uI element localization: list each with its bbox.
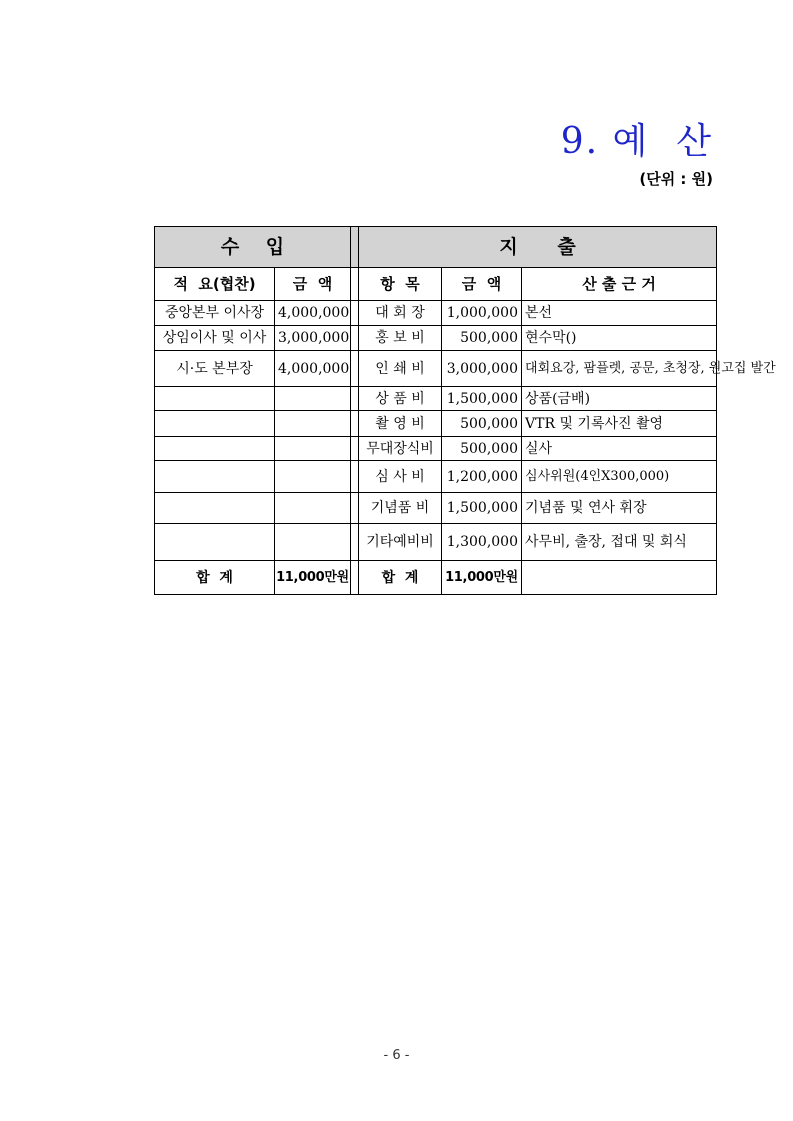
income-item: 시·도 본부장: [155, 351, 275, 387]
expense-item: 기타예비비: [359, 524, 442, 561]
income-item: [155, 461, 275, 493]
basis: 심사위원(4인X300,000): [522, 461, 717, 493]
income-total-amount: 11,000만원: [275, 561, 351, 595]
column-divider: [351, 493, 359, 524]
income-amount: [275, 461, 351, 493]
income-amount: [275, 411, 351, 437]
expense-amount: 1,300,000: [442, 524, 522, 561]
budget-table: [154, 226, 776, 595]
basis: 실사: [522, 437, 717, 461]
income-item: [155, 493, 275, 524]
expense-total-amount: 11,000만원: [442, 561, 522, 595]
income-item-header: 적 요(협찬): [155, 268, 275, 301]
basis: VTR 및 기록사진 촬영: [522, 411, 717, 437]
expense-item: 상 품 비: [359, 387, 442, 411]
income-amount: 4,000,000: [275, 301, 351, 326]
expense-amount-header: 금 액: [442, 268, 522, 301]
expense-amount: 500,000: [442, 437, 522, 461]
column-divider: [351, 227, 359, 268]
income-amount: [275, 524, 351, 561]
income-item: 중앙본부 이사장: [155, 301, 275, 326]
page-number: - 6 -: [383, 1048, 410, 1063]
column-divider: [351, 326, 359, 351]
basis: 기념품 및 연사 휘장: [522, 493, 717, 524]
column-divider: [351, 524, 359, 561]
total-basis-empty: [522, 561, 717, 595]
expense-item-header: 항 목: [359, 268, 442, 301]
income-item: 상임이사 및 이사: [155, 326, 275, 351]
expense-amount: 500,000: [442, 326, 522, 351]
basis: 현수막(): [522, 326, 717, 351]
income-item: [155, 437, 275, 461]
income-amount: 3,000,000: [275, 326, 351, 351]
column-divider: [351, 437, 359, 461]
column-divider: [351, 411, 359, 437]
column-divider: [351, 351, 359, 387]
income-item: [155, 387, 275, 411]
expense-item: 홍 보 비: [359, 326, 442, 351]
column-divider: [351, 387, 359, 411]
income-amount: [275, 387, 351, 411]
income-amount: [275, 437, 351, 461]
basis: 상품(금배): [522, 387, 717, 411]
page-title: 9. 예 산: [560, 121, 713, 162]
table-row: [155, 387, 717, 411]
table-row: [155, 437, 717, 461]
table-row: [155, 493, 717, 524]
basis: 사무비, 출장, 접대 및 회식: [522, 524, 717, 561]
expense-amount: 500,000: [442, 411, 522, 437]
income-amount: 4,000,000: [275, 351, 351, 387]
column-divider: [351, 561, 359, 595]
income-total-label: 합 계: [155, 561, 275, 595]
basis: 대회요강, 팜플렛, 공문, 초청장, 원고집 발간: [522, 351, 717, 387]
expense-item: 촬 영 비: [359, 411, 442, 437]
expense-amount: 1,000,000: [442, 301, 522, 326]
expense-item: 기념품 비: [359, 493, 442, 524]
expense-amount: 3,000,000: [442, 351, 522, 387]
expense-amount: 1,500,000: [442, 387, 522, 411]
income-amount: [275, 493, 351, 524]
total-row: [155, 561, 717, 595]
income-amount-header: 금 액: [275, 268, 351, 301]
column-divider: [351, 301, 359, 326]
table-row: [155, 351, 717, 387]
table-row: [155, 301, 717, 326]
expense-item: 무대장식비: [359, 437, 442, 461]
basis-header: 산 출 근 거: [522, 268, 717, 301]
income-section-header: 수 입: [155, 227, 351, 268]
expense-amount: 1,200,000: [442, 461, 522, 493]
basis: 본선: [522, 301, 717, 326]
expense-item: 대 회 장: [359, 301, 442, 326]
table-row: [155, 326, 717, 351]
expense-item: 심 사 비: [359, 461, 442, 493]
table-row: [155, 411, 717, 437]
column-divider: [351, 268, 359, 301]
expense-total-label: 합 계: [359, 561, 442, 595]
table-row: [155, 461, 717, 493]
income-item: [155, 411, 275, 437]
expense-amount: 1,500,000: [442, 493, 522, 524]
expense-section-header: 지 출: [359, 227, 717, 268]
column-divider: [351, 461, 359, 493]
income-item: [155, 524, 275, 561]
table-row: [155, 524, 717, 561]
unit-label: (단위 : 원): [639, 170, 713, 188]
expense-item: 인 쇄 비: [359, 351, 442, 387]
